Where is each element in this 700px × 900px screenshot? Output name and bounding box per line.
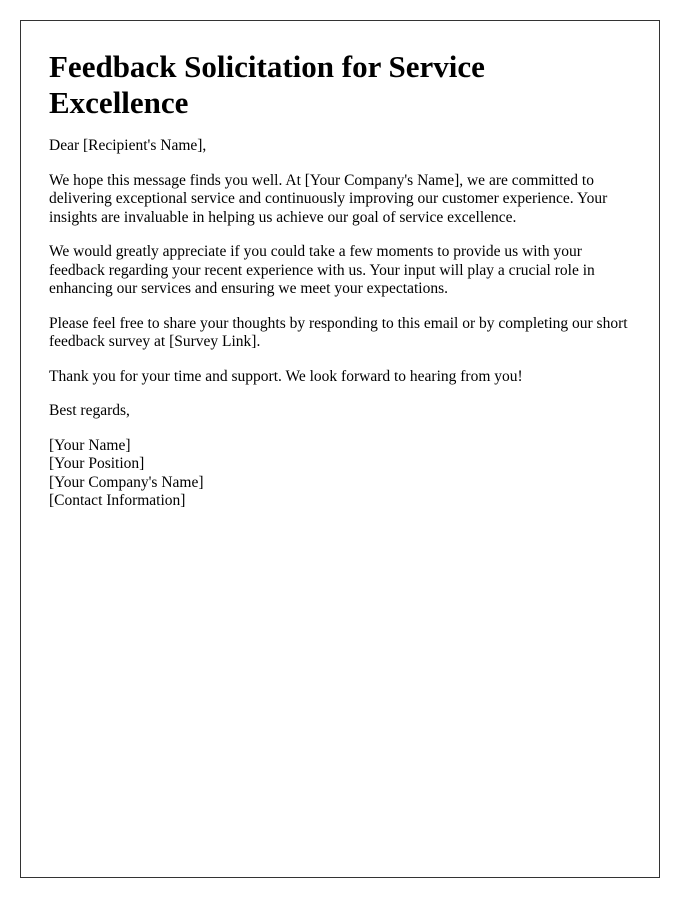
salutation: Dear [Recipient's Name], (49, 137, 207, 154)
signature-block (49, 437, 631, 511)
signature-contact: [Contact Information] (49, 492, 186, 509)
closing: Best regards, (49, 402, 130, 419)
letter-page (20, 20, 660, 878)
signature-position: [Your Position] (49, 455, 145, 472)
letter-title: Feedback Solicitation for Service Excellence (49, 49, 485, 120)
body-paragraph-2: We would greatly appreciate if you could take a few moments to provide us with your feedback regarding your recent experience with us. Your input will play a crucial role in enhancing our services and ensuring we meet your expectations. (49, 243, 595, 297)
body-paragraph-4: Thank you for your time and support. We look forward to hearing from you! (49, 367, 523, 385)
body-paragraph-3: Please feel free to share your thoughts by responding to this email or by completing our short feedback survey at [Survey Link]. (49, 314, 628, 350)
signature-company: [Your Company's Name] (49, 473, 204, 491)
body-paragraph-1: We hope this message finds you well. At [Your Company's Name], we are committed to delivering exceptional service and continuously improving our customer experience. Your insights are invaluable in helping us achieve our goal of service excellence. (49, 171, 608, 226)
signature-name: [Your Name] (49, 436, 131, 454)
